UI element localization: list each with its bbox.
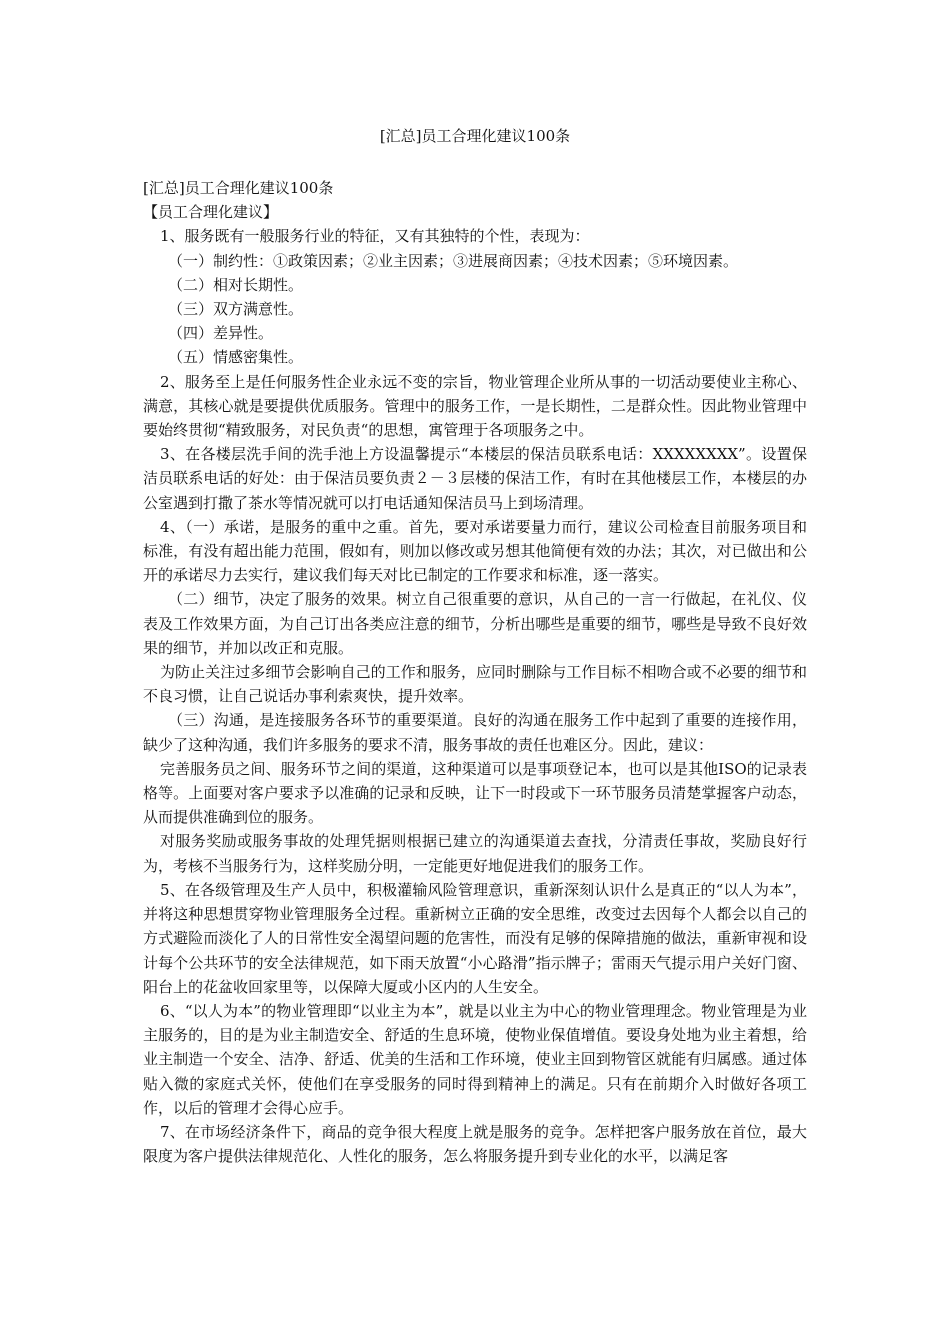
paragraph: 4、（一）承诺，是服务的重中之重。首先，要对承诺要量力而行，建议公司检查目前服务项目和标准，有没有超出能力范围，假如有，则加以修改或另想其他简便有效的办法；其次，对已做出和公开的承诺尽力去实行，建议我们每天对比已制定的工作要求和标准，逐一落实。 [143, 517, 807, 585]
paragraph: （二）相对长期性。 [168, 275, 304, 294]
paragraph: 对服务奖励或服务事故的处理凭据则根据已建立的沟通渠道去查找，分清责任事故，奖励良好行为，考核不当服务行为，这样奖励分明，一定能更好地促进我们的服务工作。 [143, 832, 807, 875]
paragraph: （一）制约性：①政策因素；②业主因素；③进展商因素；④技术因素；⑤环境因素。 [168, 251, 739, 270]
paragraph: （五）情感密集性。 [168, 348, 304, 367]
paragraph: 1、服务既有一般服务行业的特征，又有其独特的个性，表现为： [160, 227, 590, 246]
paragraph: 6、“以人为本”的物业管理即“以业主为本”，就是以业主为中心的物业管理理念。物业管理是为业主服务的，目的是为业主制造安全、舒适的生息环境，使物业保值增值。要设身处地为业主着想，给业主制造一个安全、洁净、舒适、优美的生活和工作环境，使业主回到物管区就能有归属感。通过体贴入微的家庭式关怀，使他们在享受服务的同时得到精神上的满足。只有在前期介入时做好各项工作，以后的管理才会得心应手。 [143, 1001, 807, 1117]
paragraph: 【员工合理化建议】 [143, 203, 279, 222]
paragraph: 为防止关注过多细节会影响自己的工作和服务，应同时删除与工作目标不相吻合或不必要的细节和不良习惯，让自己说话办事利索爽快，提升效率。 [143, 663, 807, 706]
paragraph: （四）差异性。 [168, 324, 274, 343]
paragraph: 5、在各级管理及生产人员中，积极灌输风险管理意识，重新深刻认识什么是真正的“以人为本”，并将这种思想贯穿物业管理服务全过程。重新树立正确的安全思维，改变过去因每个人都会以自己的方式避险而淡化了人的日常性安全渴望问题的危害性，而没有足够的保障措施的做法，重新审视和设计每个公共环节的安全法律规范，如下雨天放置“小心路滑”指示牌子；雷雨天气提示用户关好门窗、阳台上的花盆收回家里等，以保障大厦或小区内的人生安全。 [143, 880, 807, 996]
paragraph: [汇总]员工合理化建议100条 [143, 179, 334, 197]
paragraph: （三）双方满意性。 [168, 300, 304, 319]
document-title: [汇总]员工合理化建议100条 [379, 127, 571, 145]
paragraph: （二）细节，决定了服务的效果。树立自己很重要的意识，从自己的一言一行做起，在礼仪、仪表及工作效果方面，为自己订出各类应注意的细节，分析出哪些是重要的细节，哪些是导致不良好效果的细节，并加以改正和克服。 [143, 590, 807, 657]
paragraph: 2、服务至上是任何服务性企业永远不变的宗旨，物业管理企业所从事的一切活动要使业主称心、满意，其核心就是要提供优质服务。管理中的服务工作，一是长期性，二是群众性。因此物业管理中要始终贯彻“精致服务，对民负责“的思想，寓管理于各项服务之中。 [143, 372, 807, 440]
paragraph: （三）沟通，是连接服务各环节的重要渠道。良好的沟通在服务工作中起到了重要的连接作用，缺少了这种沟通，我们许多服务的要求不清，服务事故的责任也难区分。因此，建议： [143, 711, 807, 754]
paragraph: 7、在市场经济条件下，商品的竞争很大程度上就是服务的竞争。怎样把客户服务放在首位，最大限度为客户提供法律规范化、人性化的服务，怎么将服务提升到专业化的水平，以满足客 [143, 1122, 807, 1166]
paragraph: 3、在各楼层洗手间的洗手池上方设温馨提示“本楼层的保洁员联系电话：XXXXXXXX”。设置保洁员联系电话的好处：由于保洁员要负责２－３层楼的保洁工作，有时在其他楼层工作，本楼层的办公室遇到打撒了茶水等情况就可以打电话通知保洁员马上到场清理。 [143, 445, 807, 512]
document-body [143, 176, 807, 1168]
paragraph: 完善服务员之间、服务环节之间的渠道，这种渠道可以是事项登记本，也可以是其他ISO的记录表格等。上面要对客户要求予以准确的记录和反映，让下一时段或下一环节服务员清楚掌握客户动态，从而提供准确到位的服务。 [143, 759, 807, 827]
